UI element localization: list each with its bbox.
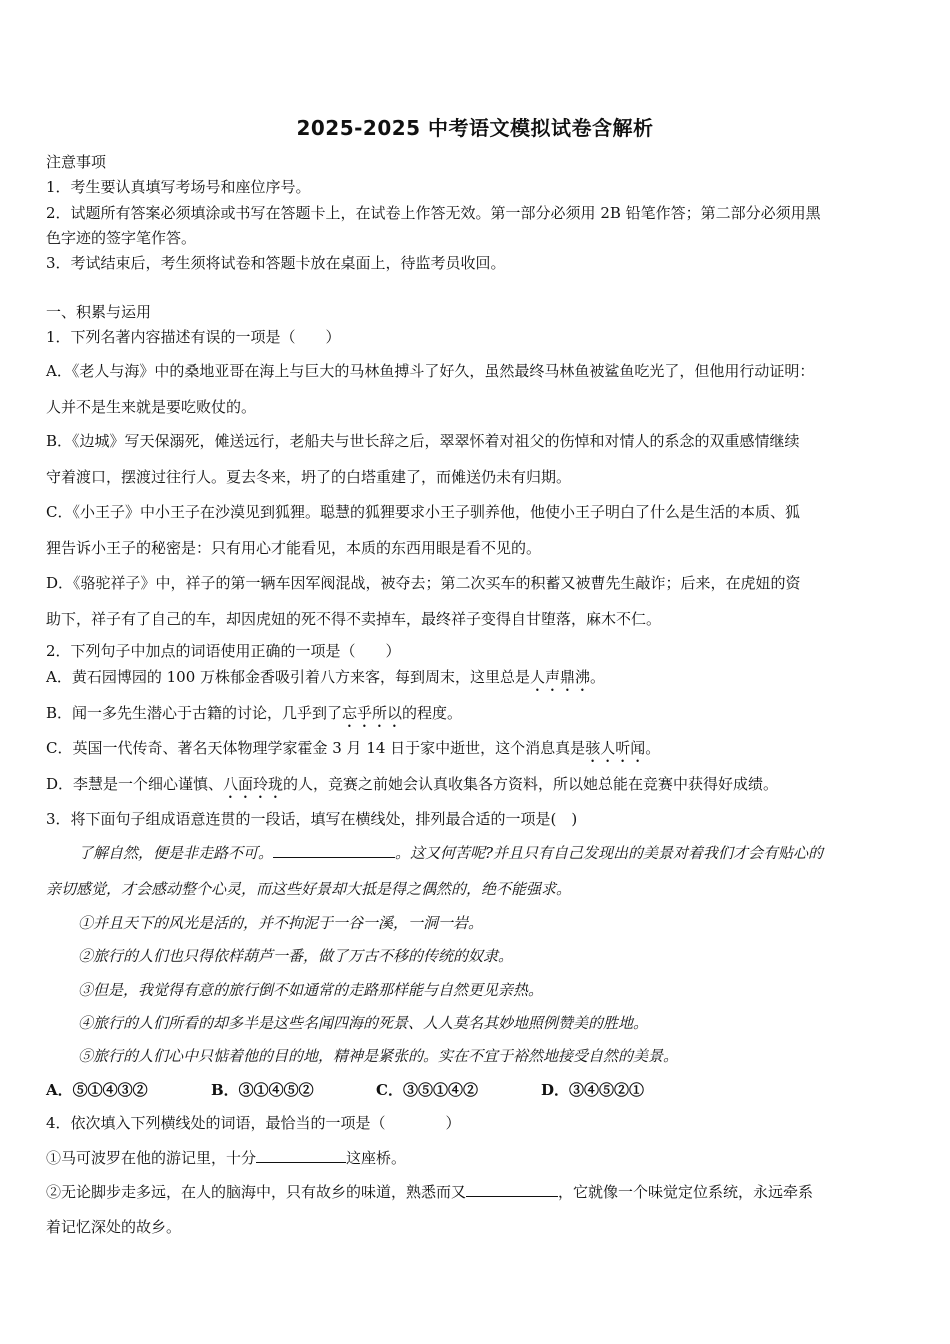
option-text: C．英国一代传奇、著名天体物理学家霍金 3 月 14 日于家中逝世，这个消息真是 xyxy=(46,739,586,757)
option-text: 。 xyxy=(645,739,661,757)
q1-option-line: B．《边城》写天保溺死，傩送远行，老船夫与世长辞之后，翠翠怀着对祖父的伤悼和对情人的系念的双重感情继续 xyxy=(46,432,800,450)
q1-option-line: 狸告诉小王子的秘密是：只有用心才能看见，本质的东西用眼是看不见的。 xyxy=(46,539,542,557)
q3-option-d: D．③④⑤②① xyxy=(541,1081,645,1099)
option-text: D．李慧是一个细心谨慎、 xyxy=(46,775,224,793)
q3-sentence: ④旅行的人们所看的却多半是这些名闻四海的死景、人人莫名其妙地照例赞美的胜地。 xyxy=(78,1014,649,1032)
q2-option-d xyxy=(46,774,778,802)
q3-options xyxy=(46,1080,644,1100)
q3-option-b: B．③①④⑤② xyxy=(211,1081,314,1099)
question-stem: 4．依次填入下列横线处的词语，最恰当的一项是（ ） xyxy=(46,1114,461,1132)
sentence-text: ②无论脚步走多远，在人的脑海中，只有故乡的味道，熟悉而又 xyxy=(46,1183,467,1201)
dotted-word: 忘乎所以 xyxy=(342,704,403,722)
section-heading: 一、积累与运用 xyxy=(46,303,152,321)
option-text: 的程度。 xyxy=(402,704,463,722)
dotted-word: 骇人听闻 xyxy=(585,739,646,757)
q4-sentence-2-cont: 着记忆深处的故乡。 xyxy=(46,1218,182,1236)
notice-item: 色字迹的签字笔作答。 xyxy=(46,229,197,247)
q1-option-line: 助下，祥子有了自己的车，却因虎妞的死不得不卖掉车，最终祥子变得自甘堕落，麻木不仁。 xyxy=(46,610,662,628)
q3-passage xyxy=(78,843,823,863)
question-stem: 3．将下面句子组成语意连贯的一段话，填写在横线处，排列最合适的一项是( ) xyxy=(46,810,578,828)
dotted-word: 人声鼎沸 xyxy=(530,668,591,686)
notice-item: 1．考生要认真填写考场号和座位序号。 xyxy=(46,178,311,196)
q2-option-c xyxy=(46,738,660,766)
q3-sentence: ①并且天下的风光是活的，并不拘泥于一谷一溪，一洞一岩。 xyxy=(78,914,484,932)
notice-heading: 注意事项 xyxy=(46,153,107,171)
q2-option-a xyxy=(46,667,605,695)
q1-option-line: 守着渡口，摆渡过往行人。夏去冬来，坍了的白塔重建了，而傩送仍未有归期。 xyxy=(46,468,572,486)
option-text: 。 xyxy=(590,668,606,686)
option-text: A．黄石园博园的 100 万株郁金香吸引着八方来客，每到周末，这里总是 xyxy=(46,668,531,686)
page-title: 2025-2025 中考语文模拟试卷含解析 xyxy=(296,116,654,140)
answer-blank xyxy=(273,843,395,858)
q1-option-line: C．《小王子》中小王子在沙漠见到狐狸。聪慧的狐狸要求小王子驯养他，他使小王子明白了什么是生活的本质、狐 xyxy=(46,503,800,521)
q4-sentence-2 xyxy=(46,1182,813,1202)
q3-sentence: ⑤旅行的人们心中只惦着他的目的地，精神是紧张的。实在不宜于裕然地接受自然的美景。 xyxy=(78,1047,679,1065)
question-stem: 1．下列名著内容描述有误的一项是（ ） xyxy=(46,328,341,346)
option-text: 的人，竞赛之前她会认真收集各方资料，所以她总能在竞赛中获得好成绩。 xyxy=(283,775,779,793)
notice-item: 3．考试结束后，考生须将试卷和答题卡放在桌面上，待监考员收回。 xyxy=(46,254,506,272)
q3-sentence: ②旅行的人们也只得依样葫芦一番，做了万古不移的传统的奴隶。 xyxy=(78,947,514,965)
q4-sentence-1 xyxy=(46,1148,406,1168)
q1-option-line: 人并不是生来就是要吃败仗的。 xyxy=(46,398,257,416)
option-text: B．闻一多先生潜心于古籍的讨论，几乎到了 xyxy=(46,704,343,722)
answer-blank xyxy=(256,1148,346,1163)
q1-option-line: A．《老人与海》中的桑地亚哥在海上与巨大的马林鱼搏斗了好久，虽然最终马林鱼被鲨鱼吃光了，但他用行动证明： xyxy=(46,362,815,380)
sentence-text: ①马可波罗在他的游记里，十分 xyxy=(46,1149,257,1167)
passage-text: 。这又何苦呢?并且只有自己发现出的美景对着我们才会有贴心的 xyxy=(395,844,824,862)
q2-option-b xyxy=(46,703,462,731)
notice-item: 2．试题所有答案必须填涂或书写在答题卡上，在试卷上作答无效。第一部分必须用 2B 铅笔作答；第二部分必须用黑 xyxy=(46,204,821,222)
dotted-word: 八面玲珑 xyxy=(223,775,284,793)
question-stem: 2．下列句子中加点的词语使用正确的一项是（ ） xyxy=(46,642,401,660)
sentence-text: ，它就像一个味觉定位系统，永远牵系 xyxy=(558,1183,814,1201)
sentence-text: 这座桥。 xyxy=(346,1149,407,1167)
q3-option-a: A．⑤①④③② xyxy=(46,1081,148,1099)
q3-option-c: C．③⑤①④② xyxy=(376,1081,478,1099)
q3-passage: 亲切感觉，才会感动整个心灵，而这些好景却大抵是得之偶然的，绝不能强求。 xyxy=(46,880,572,898)
q1-option-line: D．《骆驼祥子》中，祥子的第一辆车因军阀混战，被夺去；第二次买车的积蓄又被曹先生敲诈；后来，在虎妞的资 xyxy=(46,574,801,592)
passage-text: 了解自然，便是非走路不可。 xyxy=(78,844,274,862)
answer-blank xyxy=(466,1182,558,1197)
q3-sentence: ③但是，我觉得有意的旅行倒不如通常的走路那样能与自然更见亲热。 xyxy=(78,981,544,999)
